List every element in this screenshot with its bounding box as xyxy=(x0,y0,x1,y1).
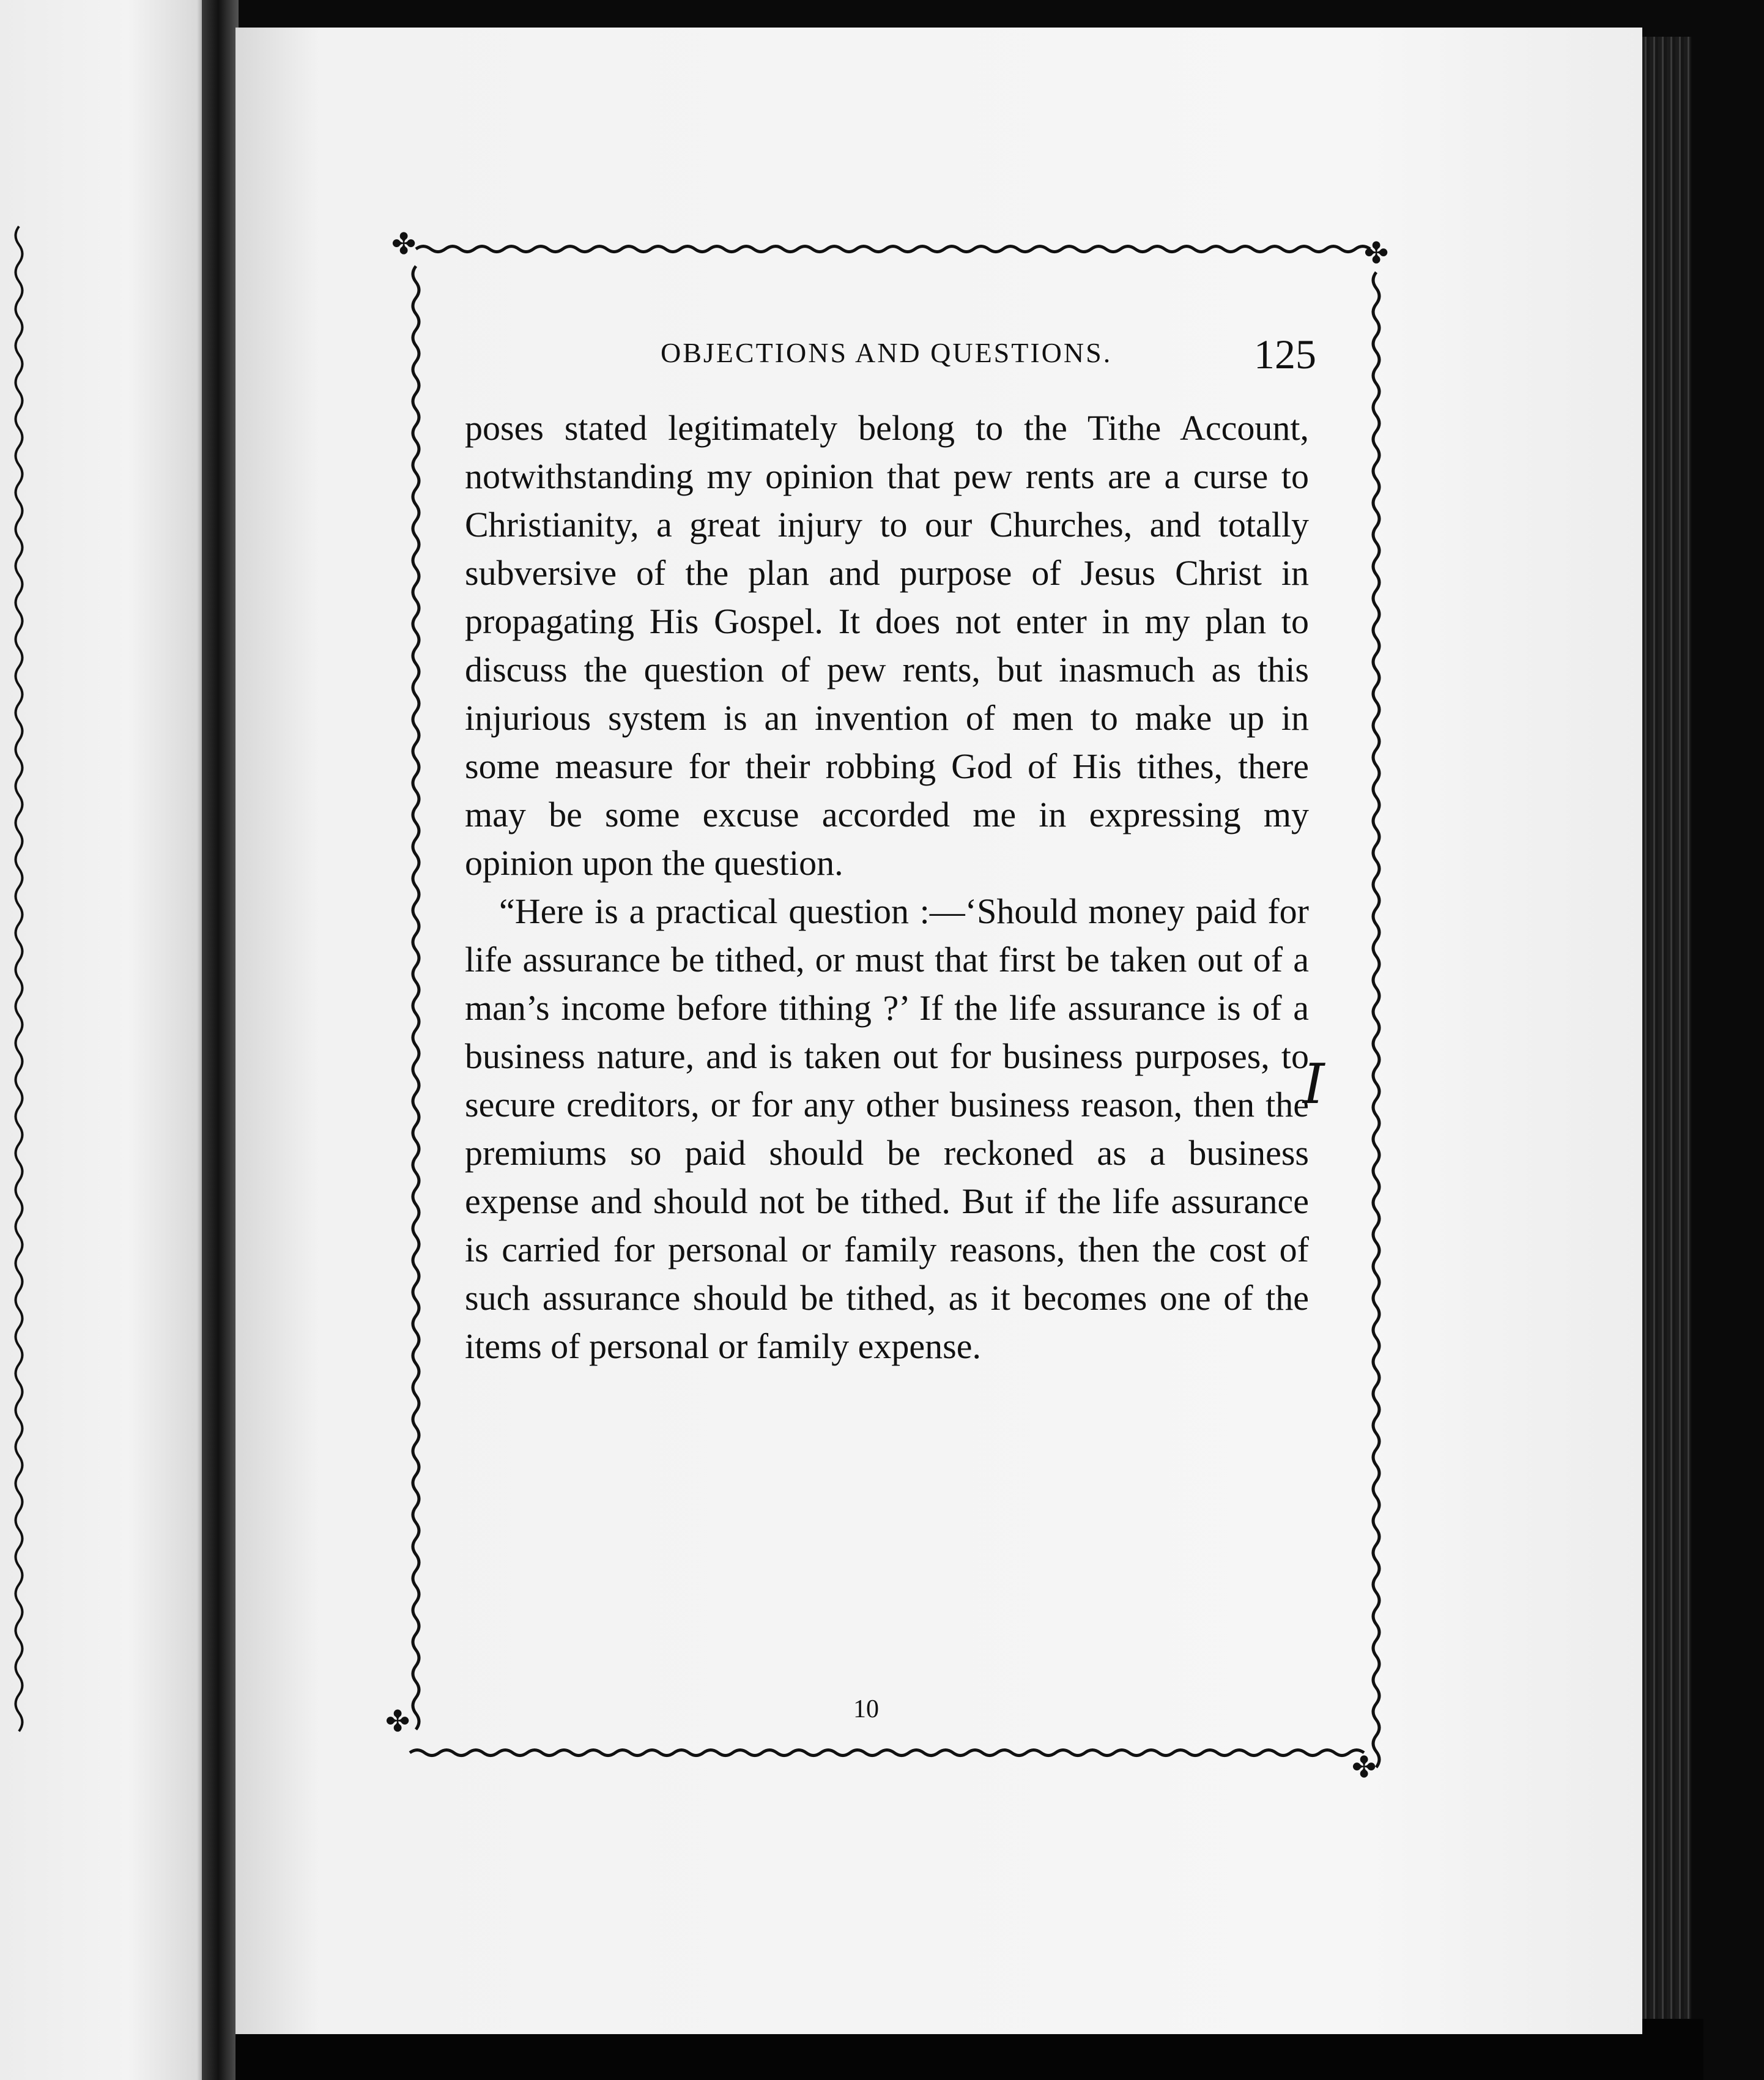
running-head: OBJECTIONS AND QUESTIONS. xyxy=(661,337,1113,368)
book-gutter xyxy=(202,0,239,2080)
corner-ornament-bottom-left: ✤ xyxy=(385,1706,410,1738)
previous-page-edge xyxy=(0,0,214,2080)
previous-page-ornamental-border xyxy=(11,226,27,1737)
handwritten-margin-mark: I xyxy=(1303,1052,1325,1116)
frame-top-border xyxy=(416,247,1370,252)
paragraph-1: poses stated legitimately belong to the Tithe Account, notwithstanding my opinion that pew rents are a curse to Christianity, a great injury to our Churches, and totally subversive of the plan and purpose of Jesus Christ in propagating His Gospel. It does not enter in my plan to discuss the question of pew rents, but inasmuch as this injurious system is an invention of men to make up in some measure for their robbing God of His tithes, there may be some excuse accorded me in expressing my opinion upon the question. xyxy=(465,408,1309,883)
corner-ornament-top-right: ✤ xyxy=(1364,237,1389,270)
frame-bottom-border xyxy=(410,1750,1364,1756)
corner-ornament-bottom-right: ✤ xyxy=(1352,1751,1377,1784)
paragraph-2: “Here is a practical question :—‘Should money paid for life assurance be tithed, or must that first be taken out of a man’s income before tithing ?’ If the life assurance is of a business nature, and is taken out for business purposes, to secure creditors, or for any other business reason, then the premiums so paid should be reckoned as a business expense and should not be tithed. But if the life assurance is carried for personal or family reasons, then the cost of such assurance should be tithed, as it becomes one of the items of personal or family expense. xyxy=(465,891,1309,1366)
body-text xyxy=(465,404,1309,1370)
frame-right-border xyxy=(1373,272,1379,1767)
signature-mark: 10 xyxy=(853,1695,879,1723)
page-number: 125 xyxy=(1254,331,1316,377)
corner-ornament-top-left: ✤ xyxy=(391,228,417,261)
frame-left-border xyxy=(413,266,419,1729)
